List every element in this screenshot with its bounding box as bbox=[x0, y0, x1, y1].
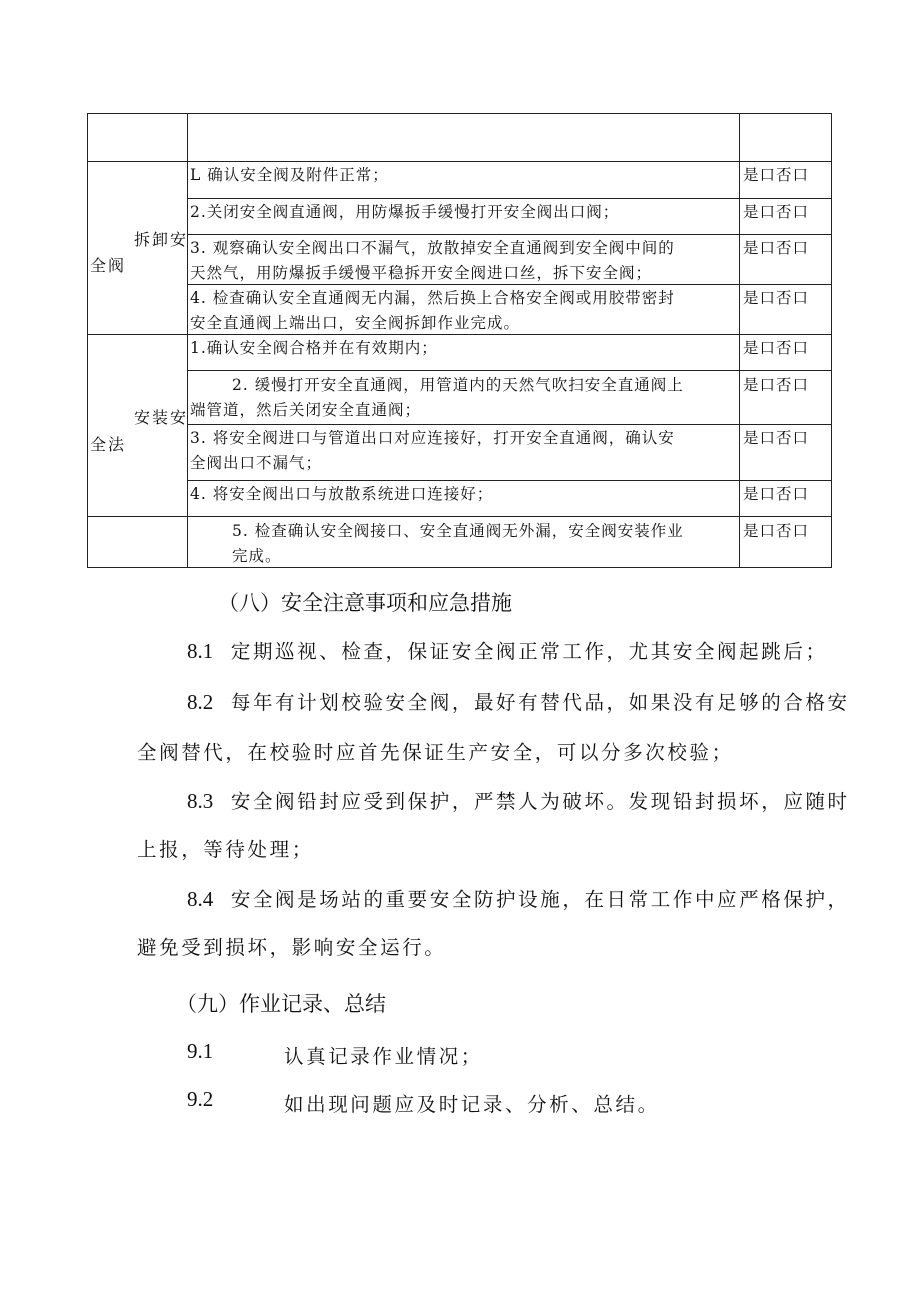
step-line: 全阀出口不漏气； bbox=[190, 454, 323, 472]
section-8-item bbox=[187, 884, 850, 912]
step-line: 3. 观察确认安全阀出口不漏气，放散掉安全直通阀到安全阀中间的 bbox=[190, 239, 675, 257]
step-text bbox=[190, 286, 675, 336]
table-border-top bbox=[87, 113, 832, 114]
table-row-divider bbox=[187, 370, 832, 371]
table-col-divider bbox=[187, 113, 188, 568]
item-text: 每年有计划校验安全阀，最好有替代品，如果没有足够的合格安 bbox=[230, 691, 850, 714]
step-text bbox=[190, 373, 684, 423]
item-number: 9.1 bbox=[187, 1039, 214, 1063]
table-row-divider bbox=[87, 516, 832, 517]
procedure-table bbox=[0, 0, 920, 600]
step-line: 端管道，然后关闭安全直通阀； bbox=[190, 401, 422, 419]
step-text bbox=[190, 519, 684, 569]
table-border-left bbox=[87, 113, 88, 568]
section-9-item-text: 如出现问题应及时记录、分析、总结。 bbox=[284, 1093, 660, 1116]
section-9-heading: （九）作业记录、总结 bbox=[176, 992, 386, 1016]
step-line: 天然气，用防爆扳手缓慢平稳拆开安全阀进口丝，拆下安全阀； bbox=[190, 264, 653, 282]
yes-no-checkbox[interactable]: 是口否口 bbox=[743, 429, 810, 447]
yes-no-checkbox[interactable]: 是口否口 bbox=[743, 166, 810, 184]
group-label-remove: 拆卸安 bbox=[134, 230, 189, 249]
section-8-heading: （八）安全注意事项和应急措施 bbox=[218, 591, 512, 615]
step-line: 2. 缓慢打开安全直通阀，用管道内的天然气吹扫安全直通阀上 bbox=[232, 376, 684, 394]
yes-no-checkbox[interactable]: 是口否口 bbox=[743, 339, 810, 357]
step-line: 完成。 bbox=[232, 547, 282, 565]
item-number: 8.4 bbox=[187, 887, 214, 911]
table-row-divider bbox=[187, 480, 832, 481]
step-text bbox=[190, 336, 438, 361]
section-8-item bbox=[187, 687, 850, 715]
item-text: 安全阀铅封应受到保护，严禁人为破坏。发现铅封损坏，应随时 bbox=[230, 790, 850, 813]
item-number: 8.1 bbox=[187, 639, 214, 663]
group-label-install: 安装安 bbox=[134, 408, 189, 427]
table-row-divider bbox=[87, 161, 832, 162]
section-9-item bbox=[187, 1087, 213, 1112]
group-label-remove-cont: 全阀 bbox=[90, 256, 127, 275]
section-8-item-cont: 全阀替代，在校验时应首先保证生产安全，可以分多次校验； bbox=[137, 741, 734, 764]
section-8-item-cont: 避免受到损坏，影响安全运行。 bbox=[137, 936, 447, 959]
yes-no-checkbox[interactable]: 是口否口 bbox=[743, 485, 810, 503]
step-line: 安全直通阀上端出口，安全阀拆卸作业完成。 bbox=[190, 314, 521, 332]
section-8-item bbox=[187, 786, 850, 814]
yes-no-checkbox[interactable]: 是口否口 bbox=[743, 376, 810, 394]
yes-no-checkbox[interactable]: 是口否口 bbox=[743, 239, 810, 257]
step-line: 3. 将安全阀进口与管道出口对应连接好，打开安全直通阀，确认安 bbox=[190, 429, 675, 447]
step-text bbox=[190, 426, 675, 476]
step-text bbox=[190, 163, 389, 188]
yes-no-checkbox[interactable]: 是口否口 bbox=[743, 522, 810, 540]
step-line: 2.关闭安全阀直通阀，用防爆扳手缓慢打开安全阀出口阀； bbox=[190, 203, 620, 221]
section-9-item-text: 认真记录作业情况； bbox=[284, 1045, 483, 1068]
step-line: 4. 将安全阀出口与放散系统进口连接好； bbox=[190, 485, 494, 503]
step-line: 1.确认安全阀合格并在有效期内； bbox=[190, 339, 438, 357]
step-text bbox=[190, 236, 675, 286]
step-line: L 确认安全阀及附件正常； bbox=[190, 166, 389, 184]
section-8-item bbox=[187, 636, 828, 664]
yes-no-checkbox[interactable]: 是口否口 bbox=[743, 203, 810, 221]
item-text: 安全阀是场站的重要安全防护设施，在日常工作中应严格保护， bbox=[230, 888, 850, 911]
yes-no-checkbox[interactable]: 是口否口 bbox=[743, 289, 810, 307]
section-9-item bbox=[187, 1039, 213, 1064]
step-text bbox=[190, 200, 619, 225]
table-col-divider bbox=[739, 113, 740, 568]
section-8-item-cont: 上报，等待处理； bbox=[137, 838, 314, 861]
table-row-divider bbox=[187, 424, 832, 425]
table-border-right bbox=[831, 113, 832, 568]
step-line: 4. 检查确认安全直通阀无内漏，然后换上合格安全阀或用胶带密封 bbox=[190, 289, 675, 307]
table-row-divider bbox=[187, 198, 832, 199]
step-text bbox=[190, 482, 493, 507]
item-number: 8.2 bbox=[187, 690, 214, 714]
item-number: 8.3 bbox=[187, 789, 214, 813]
item-number: 9.2 bbox=[187, 1087, 214, 1111]
item-text: 定期巡视、检查，保证安全阀正常工作，尤其安全阀起跳后； bbox=[230, 640, 828, 663]
step-line: 5. 检查确认安全阀接口、安全直通阀无外漏，安全阀安装作业 bbox=[232, 522, 684, 540]
group-label-install-cont: 全法 bbox=[90, 435, 127, 454]
table-row-divider bbox=[187, 234, 832, 235]
